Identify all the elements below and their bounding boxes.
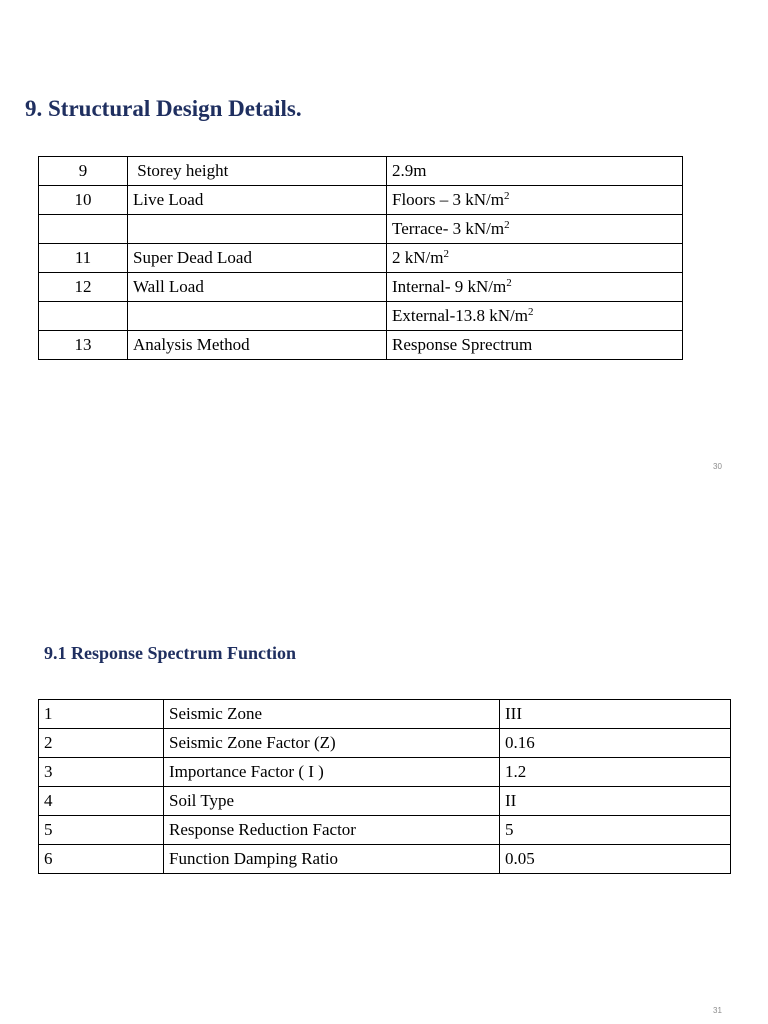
parameter-value: 2.9m: [387, 157, 683, 186]
parameter-value: 2 $kN/m^2$: [387, 244, 683, 273]
parameter-name: [128, 302, 387, 331]
row-number: 10: [39, 186, 128, 215]
parameter-value: External-13.8 $kN/m^2$: [387, 302, 683, 331]
section-heading: 9.1 Response Spectrum Function: [44, 643, 297, 663]
parameter-value: Internal- 9 $kN/m^2$: [387, 273, 683, 302]
parameter-name: Live Load: [128, 186, 387, 215]
parameter-value: II: [500, 787, 731, 816]
row-number: 12: [39, 273, 128, 302]
row-number: [39, 215, 128, 244]
table-row: [39, 302, 683, 331]
row-number: 6: [39, 845, 164, 874]
parameter-value: Response Sprectrum: [387, 331, 683, 360]
row-number: 9: [39, 157, 128, 186]
parameter-value: 0.16: [500, 729, 731, 758]
parameter-value: 1.2: [500, 758, 731, 787]
table-row: [39, 157, 683, 186]
table-row: [39, 729, 731, 758]
table-row: [39, 845, 731, 874]
parameter-value: Terrace- 3 $kN/m^2$: [387, 215, 683, 244]
table-row: [39, 186, 683, 215]
parameter-value: 5: [500, 816, 731, 845]
parameter-value: Floors – 3 $kN/m^2$: [387, 186, 683, 215]
parameter-name: Seismic Zone Factor (Z): [164, 729, 500, 758]
parameter-name: [128, 215, 387, 244]
parameter-name: Wall Load: [128, 273, 387, 302]
row-number: 11: [39, 244, 128, 273]
page-title: 9. Structural Design Details.: [25, 96, 302, 121]
table-row: [39, 215, 683, 244]
table-row: [39, 700, 731, 729]
row-number: 2: [39, 729, 164, 758]
table-row: [39, 758, 731, 787]
table-row: [39, 816, 731, 845]
table-row: [39, 331, 683, 360]
parameter-name: Analysis Method: [128, 331, 387, 360]
row-number: [39, 302, 128, 331]
row-number: 4: [39, 787, 164, 816]
table-row: [39, 244, 683, 273]
table-row: [39, 273, 683, 302]
row-number: 3: [39, 758, 164, 787]
parameter-name: Seismic Zone: [164, 700, 500, 729]
parameter-name: Soil Type: [164, 787, 500, 816]
parameter-name: Function Damping Ratio: [164, 845, 500, 874]
parameter-value: III: [500, 700, 731, 729]
row-number: 5: [39, 816, 164, 845]
page-number: 31: [713, 1006, 722, 1015]
row-number: 13: [39, 331, 128, 360]
parameter-value: 0.05: [500, 845, 731, 874]
parameter-name: Storey height: [128, 157, 387, 186]
response-spectrum-table: [38, 699, 731, 874]
parameter-name: Response Reduction Factor: [164, 816, 500, 845]
page-number: 30: [713, 462, 722, 471]
parameter-name: Super Dead Load: [128, 244, 387, 273]
structural-design-table: [38, 156, 683, 360]
row-number: 1: [39, 700, 164, 729]
parameter-name: Importance Factor ( I ): [164, 758, 500, 787]
table-row: [39, 787, 731, 816]
